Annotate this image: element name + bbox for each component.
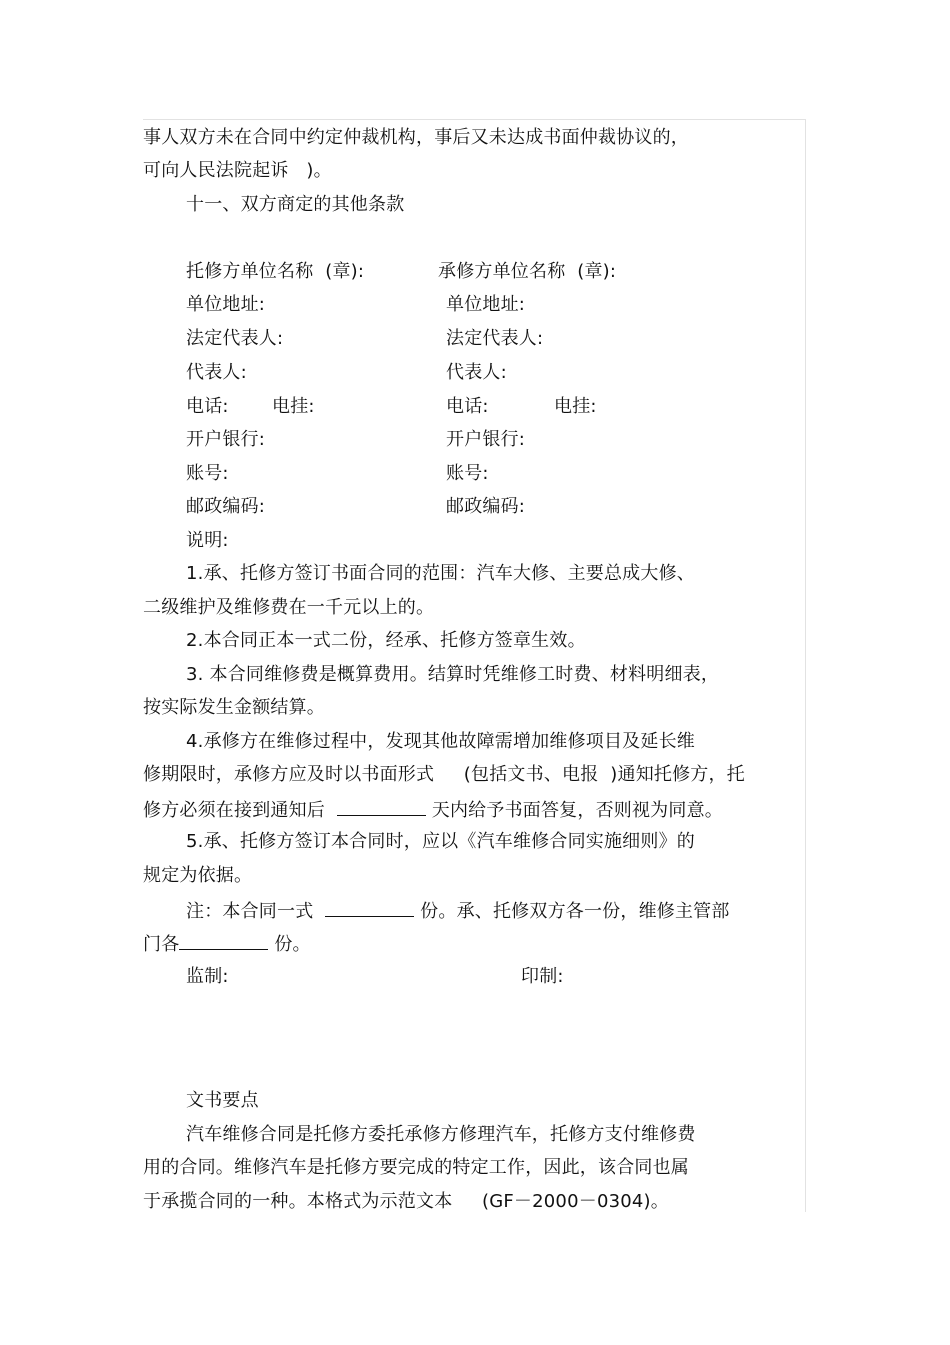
remark-line-2-start: 门各 [143, 934, 180, 955]
note-5-line-1: 5.承、托修方签订本合同时，应以《汽车维修合同实施细则》的 [186, 831, 695, 852]
printed-by-label: 印制: [521, 966, 564, 987]
client-cable-label: 电挂: [272, 396, 315, 417]
client-account-label: 账号: [186, 463, 229, 484]
contractor-cable-label: 电挂: [554, 396, 597, 417]
note-2: 2.本合同正本一式二份，经承、托修方签章生效。 [186, 630, 586, 651]
client-name-label: 托修方单位名称 (章): [186, 261, 365, 282]
copies-blank[interactable] [325, 899, 414, 917]
contractor-address-label: 单位地址: [446, 294, 526, 315]
remark-line-1 [186, 899, 730, 923]
note-4-line-3-end: 天内给予书面答复，否则视为同意。 [425, 800, 723, 821]
remark-line-1-start: 注：本合同一式 [186, 901, 326, 922]
client-legal-rep-label: 法定代表人: [186, 328, 284, 349]
contractor-postcode-label: 邮政编码: [446, 496, 526, 517]
notes-title: 说明: [186, 530, 229, 551]
contractor-name-label: 承修方单位名称 (章): [438, 261, 617, 282]
note-3-line-2: 按实际发生金额结算。 [143, 697, 325, 718]
dept-copies-blank[interactable] [179, 932, 268, 950]
key-points-line-1: 汽车维修合同是托修方委托承修方修理汽车，托修方支付维修费 [186, 1124, 696, 1145]
client-bank-label: 开户银行: [186, 429, 266, 450]
note-1-line-1: 1.承、托修方签订书面合同的范围：汽车大修、主要总成大修、 [186, 563, 695, 584]
supervised-by-label: 监制: [186, 966, 229, 987]
contractor-account-label: 账号: [446, 463, 489, 484]
key-points-line-3: 于承揽合同的一种。本格式为示范文本 (GF－2000－0304)。 [143, 1191, 669, 1212]
key-points-title: 文书要点 [186, 1090, 259, 1111]
client-phone-label: 电话: [186, 396, 229, 417]
arbitration-line-2: 可向人民法院起诉 )。 [143, 160, 332, 181]
note-4-line-1: 4.承修方在维修过程中，发现其他故障需增加维修项目及延长维 [186, 731, 695, 752]
remark-line-2-end: 份。 [268, 934, 311, 955]
contractor-phone-label: 电话: [446, 396, 489, 417]
client-address-label: 单位地址: [186, 294, 266, 315]
note-4-line-3-start: 修方必须在接到通知后 [143, 800, 337, 821]
contractor-legal-rep-label: 法定代表人: [446, 328, 544, 349]
arbitration-line-1: 事人双方未在合同中约定仲裁机构，事后又未达成书面仲裁协议的， [143, 127, 689, 148]
clause-11-heading: 十一、双方商定的其他条款 [186, 194, 405, 215]
note-3-line-1: 3. 本合同维修费是概算费用。结算时凭维修工时费、材料明细表， [186, 664, 720, 685]
key-points-line-2: 用的合同。维修汽车是托修方要完成的特定工作，因此，该合同也属 [143, 1157, 689, 1178]
note-4-line-2: 修期限时，承修方应及时以书面形式 (包括文书、电报 )通知托修方，托 [143, 764, 745, 785]
contractor-rep-label: 代表人: [446, 362, 507, 383]
client-postcode-label: 邮政编码: [186, 496, 266, 517]
client-rep-label: 代表人: [186, 362, 247, 383]
note-1-line-2: 二级维护及维修费在一千元以上的。 [143, 597, 435, 618]
note-5-line-2: 规定为依据。 [143, 865, 253, 886]
contractor-bank-label: 开户银行: [446, 429, 526, 450]
remark-line-1-end: 份。承、托修双方各一份，维修主管部 [414, 901, 730, 922]
remark-line-2 [143, 932, 311, 956]
note-4-line-3 [143, 798, 723, 822]
reply-days-blank[interactable] [337, 798, 426, 816]
